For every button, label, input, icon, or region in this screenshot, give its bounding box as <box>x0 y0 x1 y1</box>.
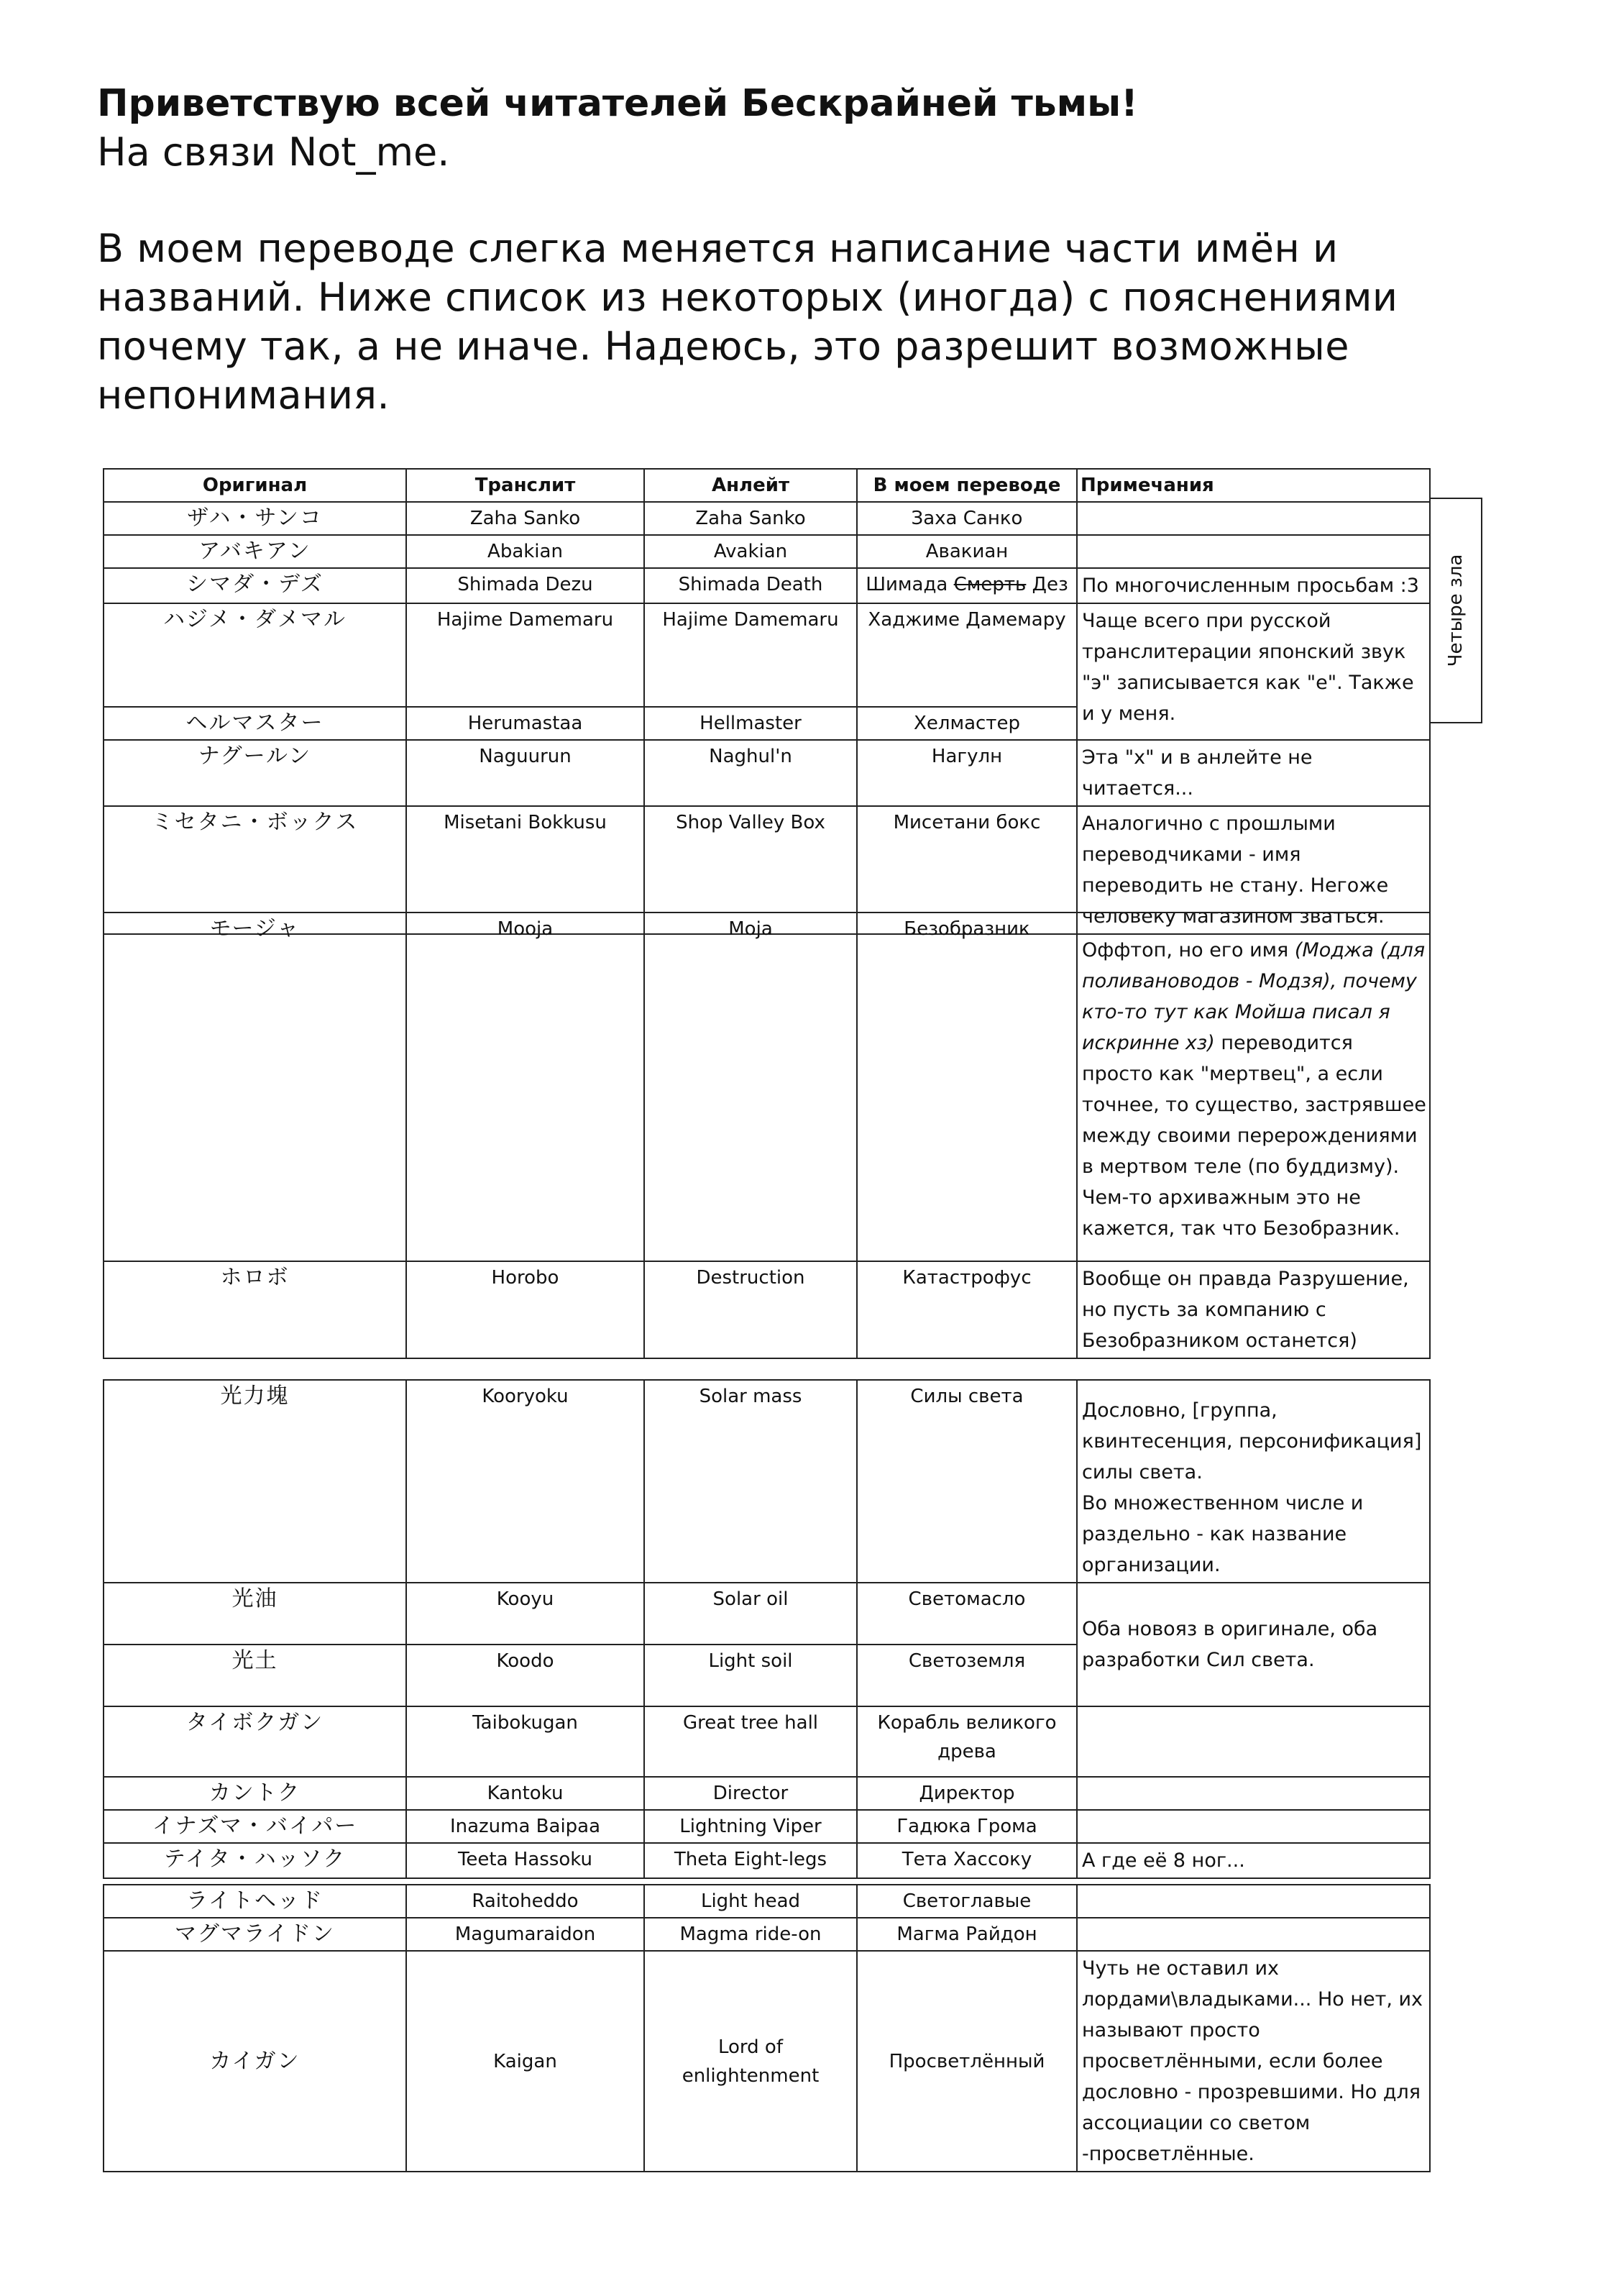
cell-translit: Zaha Sanko <box>406 502 644 535</box>
note-part-c: Чем-то архиважным это не кажется, так что Безобразник. <box>1082 1186 1400 1240</box>
cell-mine: Тета Хассоку <box>857 1843 1077 1878</box>
cell-anlate: Shimada Death <box>644 568 857 603</box>
cell-mine: Магма Райдон <box>857 1918 1077 1951</box>
cell-anlate: Lightning Viper <box>644 1810 857 1843</box>
cell-original: ライトヘッド <box>104 1885 406 1918</box>
cell-translit: Mooja <box>406 913 644 1261</box>
cell-anlate: Hajime Damemaru <box>644 603 857 707</box>
table-row <box>104 913 1430 1261</box>
cell-mine: Светомасло <box>857 1583 1077 1645</box>
cell-original: アバキアン <box>104 535 406 568</box>
cell-anlate: Naghul'n <box>644 740 857 806</box>
cell-note: По многочисленным просьбам :3 <box>1077 568 1430 603</box>
cell-note <box>1077 1810 1430 1843</box>
cell-note <box>1077 1706 1430 1777</box>
cell-original: カイガン <box>104 1951 406 2172</box>
cell-note <box>1077 1380 1430 1583</box>
cell-anlate: Solar mass <box>644 1380 857 1583</box>
cell-original: タイボクガン <box>104 1706 406 1777</box>
cell-translit: Kantoku <box>406 1777 644 1810</box>
cell-note <box>1077 913 1430 1261</box>
cell-original: ヘルマスター <box>104 707 406 740</box>
header-translit: Транслит <box>406 469 644 502</box>
note-italic: (Моджа (для поливановодов - Модзя), почему кто-то тут как Мойша писал я искринне хз) <box>1082 939 1426 1054</box>
header-mine: В моем переводе <box>857 469 1077 502</box>
cell-original: 光力塊 <box>104 1380 406 1583</box>
side-label: Четыре зла <box>1445 554 1467 667</box>
note-part-b: переводится просто как "мертвец", а если точнее, то существо, застрявшее между своими перерождениями в мертвом теле (по буддизму). <box>1082 1032 1426 1178</box>
cell-mine: Хелмастер <box>857 707 1077 740</box>
intro-paragraph: В моем переводе слегка меняется написание части имён и названий. Ниже список из некоторых (иногда) с пояснениями почему так, а не иначе. Надеюсь, это разрешит возможные непонимания. <box>97 226 1398 418</box>
cell-translit: Abakian <box>406 535 644 568</box>
cell-anlate: Shop Valley Box <box>644 806 857 934</box>
cell-original: カントク <box>104 1777 406 1810</box>
cell-mine: Силы света <box>857 1380 1077 1583</box>
cell-translit: Koodo <box>406 1645 644 1706</box>
cell-original: マグマライドン <box>104 1918 406 1951</box>
cell-mine: Катастрофус <box>857 1261 1077 1358</box>
cell-original: テイタ・ハッソク <box>104 1843 406 1878</box>
table-row <box>104 1777 1430 1810</box>
cell-anlate: Moja <box>644 913 857 1261</box>
cell-mine: Просветлённый <box>857 1951 1077 2172</box>
cell-anlate: Destruction <box>644 1261 857 1358</box>
cell-note: Оба новояз в оригинале, оба разработки Сил света. <box>1077 1583 1430 1706</box>
cell-translit: Taibokugan <box>406 1706 644 1777</box>
cell-mine: Светоглавые <box>857 1885 1077 1918</box>
header-notes: Примечания <box>1077 469 1430 502</box>
mine-strike: Смерть <box>953 574 1027 595</box>
glossary-table-4 <box>103 1884 1431 2172</box>
cell-anlate: Light soil <box>644 1645 857 1706</box>
note-part-a: Дословно, [группа, квинтесенция, персонификация] силы света. <box>1082 1399 1422 1483</box>
cell-note <box>1077 502 1430 535</box>
table-row <box>104 603 1430 707</box>
cell-note: Аналогично с прошлыми переводчиками - имя переводить не стану. Негоже человеку магазином зваться. <box>1077 806 1430 934</box>
cell-anlate: Solar oil <box>644 1583 857 1645</box>
cell-mine: Безобразник <box>857 913 1077 1261</box>
cell-original: ホロボ <box>104 1261 406 1358</box>
cell-mine: Мисетани бокс <box>857 806 1077 934</box>
cell-anlate: Avakian <box>644 535 857 568</box>
cell-original: シマダ・デズ <box>104 568 406 603</box>
cell-original: 光土 <box>104 1645 406 1706</box>
cell-mine: Гадюка Грома <box>857 1810 1077 1843</box>
cell-original: イナズマ・バイパー <box>104 1810 406 1843</box>
cell-mine: Корабль великого древа <box>857 1706 1077 1777</box>
mine-part-a: Шимада <box>866 574 948 595</box>
table-row <box>104 502 1430 535</box>
cell-note <box>1077 535 1430 568</box>
cell-anlate: Theta Eight-legs <box>644 1843 857 1878</box>
cell-anlate: Director <box>644 1777 857 1810</box>
cell-mine: Хаджиме Дамемару <box>857 603 1077 707</box>
cell-translit: Shimada Dezu <box>406 568 644 603</box>
cell-original: ハジメ・ダメマル <box>104 603 406 707</box>
table-row <box>104 1583 1430 1645</box>
table-row <box>104 1885 1430 1918</box>
cell-translit: Naguurun <box>406 740 644 806</box>
cell-mine: Нагулн <box>857 740 1077 806</box>
page-headline: Приветствую всей читателей Бескрайней тьмы! <box>97 82 1138 125</box>
cell-note: Эта "х" и в анлейте не читается... <box>1077 740 1430 806</box>
cell-translit: Misetani Bokkusu <box>406 806 644 934</box>
cell-mine: Заха Санко <box>857 502 1077 535</box>
table-row <box>104 1951 1430 2172</box>
cell-translit: Kooyu <box>406 1583 644 1645</box>
cell-anlate: Zaha Sanko <box>644 502 857 535</box>
cell-translit: Magumaraidon <box>406 1918 644 1951</box>
table-row <box>104 1261 1430 1358</box>
table-row <box>104 1843 1430 1878</box>
cell-note: Вообще он правда Разрушение, но пусть за компанию с Безобразником останется) <box>1077 1261 1430 1358</box>
cell-translit: Kaigan <box>406 1951 644 2172</box>
cell-mine <box>857 568 1077 603</box>
cell-mine: Светоземля <box>857 1645 1077 1706</box>
table-row <box>104 1380 1430 1583</box>
header-original: Оригинал <box>104 469 406 502</box>
cell-translit: Kooryoku <box>406 1380 644 1583</box>
cell-translit: Horobo <box>406 1261 644 1358</box>
cell-original: モージャ <box>104 913 406 1261</box>
cell-translit: Raitoheddo <box>406 1885 644 1918</box>
glossary-table-3 <box>103 1379 1431 1879</box>
cell-original: 光油 <box>104 1583 406 1645</box>
cell-note <box>1077 1777 1430 1810</box>
mine-part-b: Дез <box>1032 574 1068 595</box>
table-row <box>104 1706 1430 1777</box>
note-part-a: Оффтоп, но его имя <box>1082 939 1295 961</box>
cell-anlate: Light head <box>644 1885 857 1918</box>
header-anlate: Анлейт <box>644 469 857 502</box>
cell-translit: Herumastaa <box>406 707 644 740</box>
greeting-line: На связи Not_me. <box>97 129 450 175</box>
cell-anlate: Magma ride-on <box>644 1918 857 1951</box>
cell-note <box>1077 1918 1430 1951</box>
cell-note: А где её 8 ног... <box>1077 1843 1430 1878</box>
cell-mine: Директор <box>857 1777 1077 1810</box>
table-row <box>104 1810 1430 1843</box>
note-part-b: Во множественном числе и раздельно - как название организации. <box>1082 1492 1364 1576</box>
cell-anlate: Lord of enlightenment <box>644 1951 857 2172</box>
table-header-row <box>104 469 1430 502</box>
cell-translit: Hajime Damemaru <box>406 603 644 707</box>
side-label-box <box>1429 498 1482 723</box>
cell-original: ミセタニ・ボックス <box>104 806 406 934</box>
glossary-table-1 <box>103 468 1431 935</box>
cell-note: Чаще всего при русской транслитерации японский звук "э" записывается как "е". Также и у меня. <box>1077 603 1430 740</box>
cell-note: Чуть не оставил их лордами\владыками... Но нет, их называют просто просветлёнными, если более дословно - прозревшими. Но для ассоциации со светом -просветлённые. <box>1077 1951 1430 2172</box>
intro-block <box>97 79 1520 420</box>
table-row <box>104 1918 1430 1951</box>
cell-mine: Авакиан <box>857 535 1077 568</box>
table-row <box>104 535 1430 568</box>
table-row <box>104 740 1430 806</box>
glossary-table-2 <box>103 912 1431 1359</box>
cell-translit: Inazuma Baipaa <box>406 1810 644 1843</box>
cell-anlate: Hellmaster <box>644 707 857 740</box>
cell-note <box>1077 1885 1430 1918</box>
cell-original: ナグールン <box>104 740 406 806</box>
cell-anlate: Great tree hall <box>644 1706 857 1777</box>
table-row <box>104 568 1430 603</box>
cell-original: ザハ・サンコ <box>104 502 406 535</box>
cell-translit: Teeta Hassoku <box>406 1843 644 1878</box>
